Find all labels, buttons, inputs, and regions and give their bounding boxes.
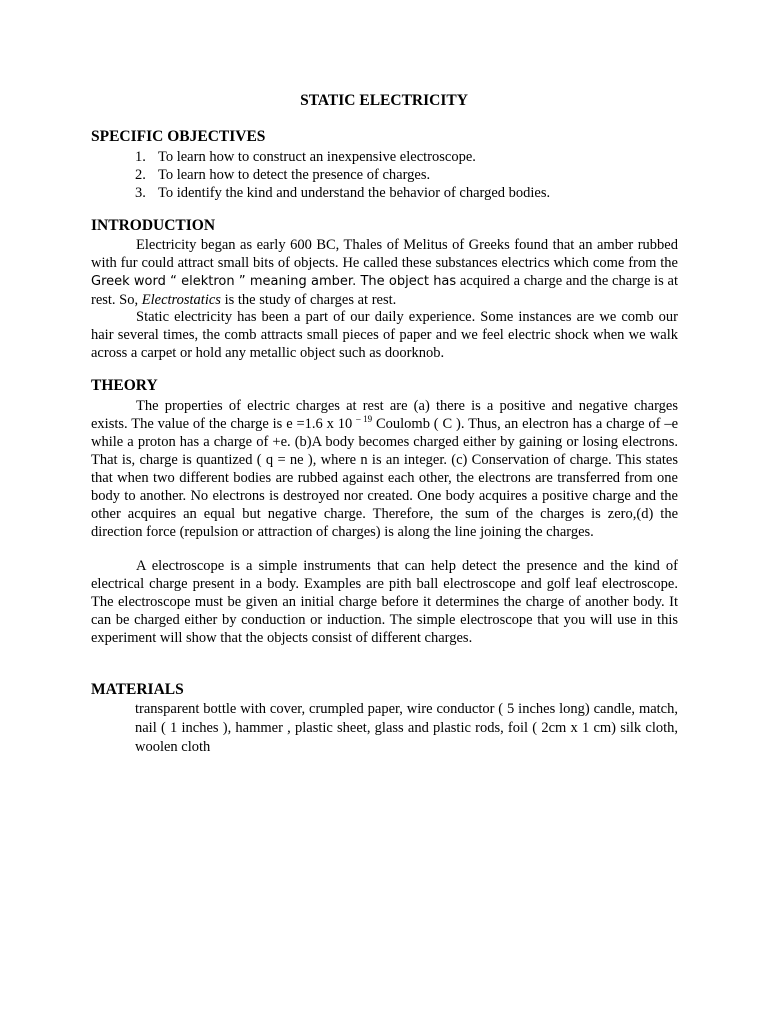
- objective-item: 1. To learn how to construct an inexpensive electroscope.: [135, 149, 476, 165]
- materials-heading: MATERIALS: [91, 681, 184, 698]
- materials-list: transparent bottle with cover, crumpled paper, wire conductor ( 5 inches long) candle, match, nail ( 1 inches ), hammer , plastic sheet, glass and plastic rods, foil ( 2cm x 1 cm) silk cloth, woolen cloth: [135, 701, 678, 755]
- objectives-list: [135, 148, 695, 202]
- introduction-paragraph-2: Static electricity has been a part of our daily experience. Some instances are we comb our hair several times, the comb attracts small pieces of paper and we feel electric shock when we walk across a carpet or hold any metallic object such as doorknob.: [91, 309, 678, 361]
- objective-item: 2. To learn how to detect the presence of charges.: [135, 167, 431, 183]
- introduction-paragraph-1: Electricity began as early 600 BC, Thales of Melitus of Greeks found that an amber rubbed with fur could attract small bits of objects. He called these substances electrics which come from the Greek word “ elektron ” meaning amber. The object has acquired a charge and the charge is at rest. So, Electrostatics is the study of charges at rest.: [91, 237, 678, 308]
- theory-paragraph-2: A electroscope is a simple instruments that can help detect the presence and the kind of electrical charge present in a body. Examples are pith ball electroscope and golf leaf electroscope. The electroscope must be given an initial charge before it determines the charge of another body. It can be charged either by conduction or induction. The simple electroscope that you will use in this experiment will show that the objects consist of different charges.: [91, 558, 678, 646]
- page-title: STATIC ELECTRICITY: [300, 92, 468, 109]
- objective-item: 3. To identify the kind and understand the behavior of charged bodies.: [135, 185, 551, 201]
- objectives-heading: SPECIFIC OBJECTIVES: [91, 128, 266, 145]
- introduction-heading: INTRODUCTION: [91, 217, 216, 234]
- theory-heading: THEORY: [91, 377, 158, 394]
- theory-paragraph-1: The properties of electric charges at rest are (a) there is a positive and negative charges exists. The value of the charge is e =1.6 x 10 $^{- 19}$ Coulomb ( C ). Thus, an electron has a charge of –e while a proton has a charge of +e. (b)A body becomes charged either by gaining or losing electrons. That is, charge is quantized ( q = ne ), where n is an integer. (c) Conservation of charge. This states that when two different bodies are rubbed against each other, the electrons are transferred from one body to another. No electrons is destroyed nor created. One body acquires a positive charge and the other acquires an equal but negative charge. Therefore, the sum of the charges is zero,(d) the direction force (repulsion or attraction of charges) is along the line joining the charges.: [91, 398, 678, 540]
